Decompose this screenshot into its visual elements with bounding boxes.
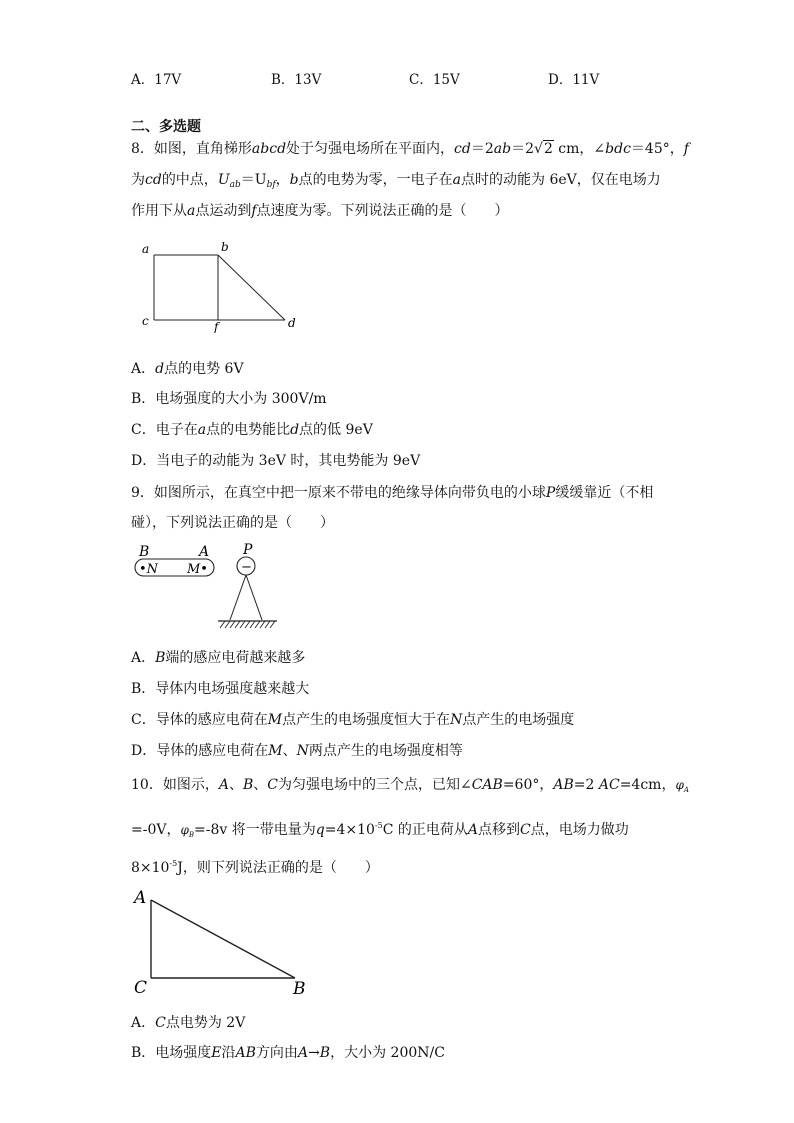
q10-var-B: B <box>242 777 254 793</box>
option-prefix: A． <box>131 1015 156 1031</box>
q8-text: cm，∠ <box>553 141 606 157</box>
label-d: d <box>288 316 296 330</box>
label-N: •N <box>139 562 159 577</box>
option-text: 方向由 <box>255 1045 298 1061</box>
arrow-icon: → <box>308 1045 320 1061</box>
q10-text: =-0V， <box>131 822 181 838</box>
q8-var-b: b <box>289 172 299 188</box>
q9-line-1 <box>131 486 653 500</box>
q7-option-d: D．11V <box>548 72 600 88</box>
option-text: 沿 <box>221 1045 236 1061</box>
q10-text: 如图示， <box>162 777 219 793</box>
q10-text: C 的正电荷从 <box>382 822 468 838</box>
q8-text: 点运动到 <box>195 203 252 219</box>
q10-line-3 <box>131 860 379 875</box>
q8-var-abcd: abcd <box>251 141 287 157</box>
label-C: C <box>134 978 148 998</box>
option-prefix: B．电场强度 <box>131 1045 212 1061</box>
q10-var-phiA: φ <box>675 778 684 792</box>
option-prefix: C．电子在 <box>131 422 198 438</box>
option-prefix: D．导体的感应电荷在 <box>131 743 269 759</box>
q8-sqrt-value: 2 <box>543 141 553 157</box>
q8-option-b: B．电场强度的大小为 300V/m <box>131 391 327 407</box>
q7-option-b: B．13V <box>271 72 322 88</box>
q8-text: 的中点， <box>161 172 218 188</box>
q8-var-bdc: bdc <box>605 141 631 157</box>
q10-triangle-figure <box>130 886 315 1001</box>
q8-trapezoid-figure <box>135 238 315 333</box>
label-M: M• <box>187 562 208 577</box>
label-A: A <box>134 888 147 908</box>
label-B: B <box>293 979 306 999</box>
q10-option-a <box>131 1016 245 1030</box>
q8-text: 为 <box>131 172 145 188</box>
option-prefix: C．导体的感应电荷在 <box>131 712 268 728</box>
option-var: E <box>211 1045 222 1061</box>
stand-right-leg <box>246 575 262 620</box>
q8-var-U: U <box>217 172 230 188</box>
option-var: d <box>290 422 300 438</box>
q10-var-A: A <box>467 822 479 838</box>
q10-var-phiB: φ <box>180 823 189 837</box>
q10-var-q: q <box>315 822 325 838</box>
label-b: b <box>221 240 229 254</box>
q10-var-AB: AB <box>553 777 574 793</box>
q10-text: 8×10 <box>131 860 170 876</box>
option-text: 、 <box>282 743 297 759</box>
ground-hatching <box>220 621 275 628</box>
stand-left-leg <box>230 575 246 620</box>
q10-text: 点，电场力做功 <box>530 822 629 838</box>
option-text: 点产生的电场强度 <box>462 712 575 728</box>
q10-line-2 <box>131 822 629 840</box>
q8-text: 处于匀强电场所在平面内， <box>286 141 455 157</box>
option-prefix: A． <box>131 650 156 666</box>
option-text: 端的感应电荷越来越多 <box>165 650 306 666</box>
q10-text: =4cm， <box>619 777 676 793</box>
option-var: d <box>155 361 165 377</box>
q8-text: ＝2 <box>470 141 494 157</box>
option-text: 点的电势 6V <box>164 361 244 377</box>
q10-text: J，则下列说法正确的是（ ） <box>177 860 379 876</box>
q10-exponent: -5 <box>169 859 178 868</box>
q10-exponent: -5 <box>374 821 383 830</box>
q7-option-c: C．15V <box>409 72 460 88</box>
q8-text: 点的电势为零，一电子在 <box>298 172 453 188</box>
q10-text: 、 <box>228 777 243 793</box>
q8-sub-ab: ab <box>229 180 241 190</box>
q9-option-a <box>131 651 305 665</box>
option-text: 点产生的电场强度恒大于在 <box>282 712 451 728</box>
q10-number: 10． <box>131 777 163 793</box>
q9-text: 如图所示，在真空中把一原来不带电的绝缘导体向带负电的小球 <box>153 485 546 501</box>
q10-text: 点移到 <box>478 822 521 838</box>
q10-sub-A: A <box>683 786 689 794</box>
option-var: N <box>296 743 309 759</box>
q8-line-2 <box>131 173 661 190</box>
q8-line-3 <box>131 204 509 218</box>
sqrt-symbol: √ <box>534 141 543 157</box>
label-A: A <box>199 544 210 560</box>
option-text: 点的低 9eV <box>299 422 373 438</box>
option-text: 点的电势能比 <box>206 422 291 438</box>
q10-line-1 <box>131 778 689 795</box>
label-f: f <box>214 320 219 333</box>
option-var: N <box>450 712 463 728</box>
option-var: M <box>267 712 283 728</box>
q8-line-1 <box>131 142 689 156</box>
q10-var-CAB: CAB <box>471 777 503 793</box>
q9-text: 缓缓靠近（不相 <box>555 485 654 501</box>
q8-text: ＝U <box>240 172 267 188</box>
label-c: c <box>142 314 149 328</box>
q10-text: =60°， <box>502 777 554 793</box>
q9-option-d <box>131 744 463 758</box>
q8-text: ＝2 <box>511 141 535 157</box>
q9-conductor-figure <box>132 540 282 635</box>
option-prefix: A． <box>131 361 156 377</box>
q10-text: =-8v 将一带电量为 <box>194 822 316 838</box>
q10-var-C: C <box>267 777 278 793</box>
label-a: a <box>142 242 150 256</box>
option-var: B <box>319 1045 331 1061</box>
q9-number: 9． <box>131 485 154 501</box>
option-var: a <box>197 422 207 438</box>
q8-text: 作用下从 <box>131 203 187 219</box>
q10-text: =2 <box>573 777 599 793</box>
q10-sub-B: B <box>188 831 195 839</box>
q9-option-c <box>131 713 574 727</box>
q10-var-C: C <box>520 822 531 838</box>
q8-option-c <box>131 423 373 437</box>
option-var: A <box>297 1045 309 1061</box>
q10-option-b <box>131 1046 445 1060</box>
triangle-side-AB <box>151 900 295 978</box>
q8-var-a: a <box>187 203 196 219</box>
option-var: AB <box>235 1045 256 1061</box>
q8-text: ＝45°， <box>630 141 684 157</box>
option-var: C <box>155 1015 166 1031</box>
label-B: B <box>139 544 150 560</box>
q8-text: ， <box>275 172 290 188</box>
q8-var-ab: ab <box>493 141 512 157</box>
q10-var-A: A <box>218 777 229 793</box>
q8-var-a: a <box>452 172 461 188</box>
trapezoid-edge-bd <box>218 255 285 320</box>
q8-var-f: f <box>683 141 689 157</box>
q9-option-b: B．导体内电场强度越来越大 <box>131 681 310 697</box>
q8-var-cd: cd <box>454 141 471 157</box>
q9-line-2: 碰），下列说法正确的是（ ） <box>131 515 334 531</box>
label-P: P <box>243 542 253 558</box>
option-text: ，大小为 200N/C <box>330 1045 445 1061</box>
minus-sign: − <box>241 560 252 575</box>
q10-var-AC: AC <box>598 777 620 793</box>
option-var: M <box>268 743 283 759</box>
q8-text: 如图，直角梯形 <box>153 141 252 157</box>
q8-option-a <box>131 362 244 376</box>
section-heading: 二、多选题 <box>131 119 201 135</box>
option-text: 两点产生的电场强度相等 <box>308 743 463 759</box>
option-text: 点电势为 2V <box>165 1015 246 1031</box>
q8-option-d: D．当电子的动能为 3eV 时，其电势能为 9eV <box>131 453 421 469</box>
q9-var-P: P <box>545 485 556 501</box>
q8-text: 点速度为零。下列说法正确的是（ ） <box>256 203 509 219</box>
q10-text: 为匀强电场中的三个点，已知∠ <box>277 777 472 793</box>
q7-option-a: A．17V <box>131 72 182 88</box>
q10-text: =4×10 <box>324 822 375 838</box>
option-var: B <box>155 650 166 666</box>
q8-number: 8． <box>131 141 154 157</box>
q8-var-f: f <box>251 203 257 219</box>
q8-var-cd: cd <box>145 172 162 188</box>
q8-text: 点时的动能为 6eV，仅在电场力 <box>461 172 661 188</box>
q8-sub-bf: bf <box>266 180 276 190</box>
q10-text: 、 <box>253 777 268 793</box>
